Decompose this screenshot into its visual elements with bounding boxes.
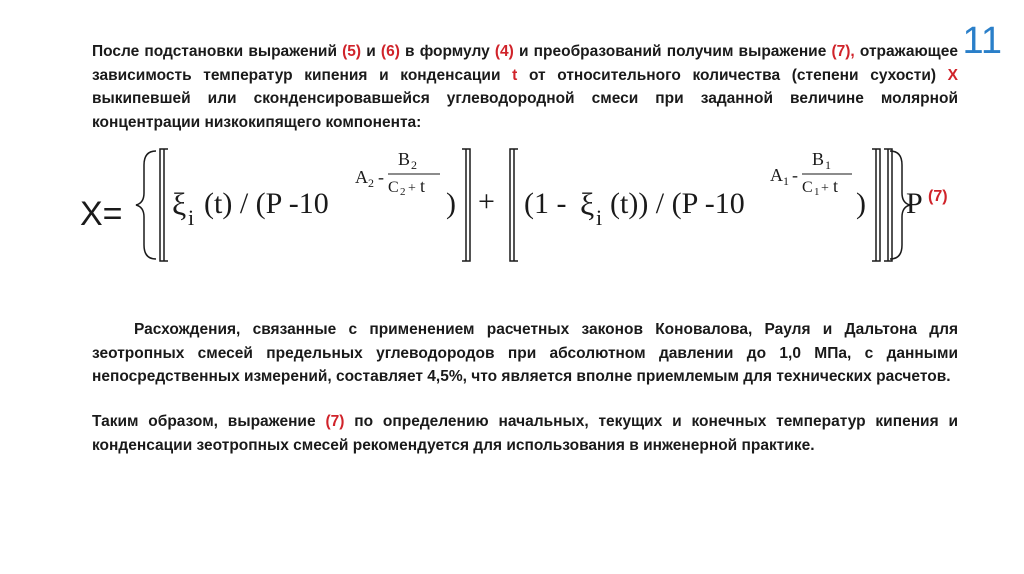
exp2-c: C [802, 179, 813, 196]
xi-symbol: ξ [172, 186, 187, 222]
text-span: от относительного количества (степени сухости) [517, 66, 948, 84]
discrepancy-paragraph [92, 318, 958, 389]
exp-b: B [398, 149, 411, 169]
formula-7 [80, 145, 960, 265]
ref-6: (6) [380, 43, 400, 60]
var-x: X [947, 66, 959, 84]
bracket-right-3 [884, 149, 892, 261]
bracket-right-1 [462, 149, 470, 261]
term2-body: (t)) / (P -10 [610, 187, 745, 220]
exp2-minus: - [792, 165, 798, 185]
xi-symbol-2: ξ [580, 186, 595, 222]
xi-subscript: i [188, 205, 195, 230]
exp-t: t [420, 176, 426, 196]
close-paren-2: ) [856, 187, 866, 220]
plus-sign: + [478, 185, 495, 218]
exp2-b-sub: 1 [825, 158, 831, 172]
text-span: После подстановки выражений [92, 43, 343, 60]
bracket-left-2 [510, 149, 518, 261]
term1-body: (t) / (P -10 [204, 187, 329, 220]
exp-plus: + [408, 181, 416, 196]
ref-4: (4) [494, 43, 514, 60]
ref-7: (7), [831, 43, 855, 60]
term2-open: (1 - [524, 187, 567, 220]
exp-c-sub: 2 [400, 186, 406, 198]
text-span: и преобразований получим выражение [513, 43, 832, 60]
text-span: Таким образом, выражение [92, 413, 326, 430]
exp2-plus: + [821, 181, 829, 196]
exp2-a-sub: 1 [783, 174, 789, 188]
text-span: и [361, 43, 381, 60]
bracket-right-2 [872, 149, 880, 261]
exp2-a: A [770, 165, 783, 185]
ref-5: (5) [342, 43, 362, 60]
exp2-c-sub: 1 [814, 186, 820, 198]
text-span: выкипевшей или сконденсировавшейся углеводородной смеси при заданной величине молярной концентрации низкокипящего компонента: [92, 90, 958, 131]
equation-tag: (7) [928, 188, 948, 205]
pressure-p: P [906, 187, 923, 220]
exp-a-sub: 2 [368, 176, 374, 190]
text-span: отражающее зависимость температур кипения и конденсации [92, 43, 958, 84]
exp-a: A [355, 167, 368, 187]
exp-b-sub: 2 [411, 158, 417, 172]
text-span: Расхождения, связанные с применением расчетных законов Коновалова, Рауля и Дальтона для зеотропных смесей предельных углеводородов при абсолютном давлении до 1,0 МПа, с данными непосредственных измерений, составляет 4,5%, что является вполне приемлемым для технических расчетов. [92, 321, 958, 385]
text-span: в формулу [399, 43, 495, 60]
bracket-left-1 [160, 149, 168, 261]
text-span: по определению начальных, текущих и конечных температур кипения и конденсации зеотропных смесей рекомендуется для использования в инженерной практике. [92, 413, 958, 454]
exp-c: C [388, 179, 399, 196]
exp-minus: - [378, 167, 384, 187]
exp2-b: B [812, 149, 825, 169]
var-t: t [512, 66, 518, 84]
formula-lhs: X= [80, 195, 123, 233]
intro-paragraph [92, 40, 958, 134]
outer-brace-left [136, 151, 156, 259]
ref-7: (7) [325, 413, 345, 430]
conclusion-paragraph [92, 410, 958, 457]
slide-number: 11 [962, 20, 1002, 62]
xi-subscript-2: i [596, 205, 603, 230]
close-paren-1: ) [446, 187, 456, 220]
exp2-t: t [833, 176, 839, 196]
